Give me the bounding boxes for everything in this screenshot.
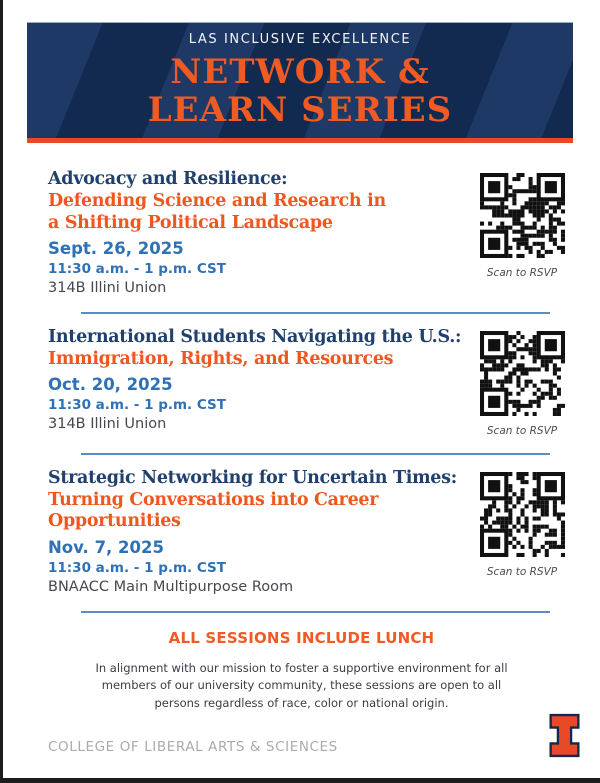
event-time: 11:30 a.m. - 1 p.m. CST bbox=[48, 260, 226, 277]
illinois-block-i-logo bbox=[548, 713, 581, 758]
rsvp-block bbox=[466, 173, 578, 279]
qr-code bbox=[480, 472, 565, 557]
event-title: International Students Navigating the U.S.: bbox=[48, 326, 462, 347]
mission-statement: In alignment with our mission to foster a supportive environment for all members of our university community, these sessions are open to all persons regardless of race, color or national origin. bbox=[95, 660, 508, 711]
event-title: Advocacy and Resilience: bbox=[48, 169, 288, 190]
event-location: BNAACC Main Multipurpose Room bbox=[48, 578, 294, 595]
event-date: Oct. 20, 2025 bbox=[48, 375, 173, 395]
event-details bbox=[48, 468, 466, 595]
college-wordmark: COLLEGE OF LIBERAL ARTS & SCIENCES bbox=[48, 739, 338, 755]
event-advocacy-resilience bbox=[48, 169, 578, 312]
qr-code bbox=[480, 331, 565, 416]
banner bbox=[27, 22, 573, 138]
event-time: 11:30 a.m. - 1 p.m. CST bbox=[48, 559, 226, 576]
qr-caption: Scan to RSVP bbox=[486, 267, 558, 280]
event-location: 314B Illini Union bbox=[48, 416, 167, 433]
event-date: Nov. 7, 2025 bbox=[48, 537, 164, 557]
rsvp-block bbox=[466, 331, 578, 437]
qr-caption: Scan to RSVP bbox=[486, 424, 558, 437]
event-time: 11:30 a.m. - 1 p.m. CST bbox=[48, 397, 226, 414]
event-subtitle: Turning Conversations into Career Opportunities bbox=[48, 489, 379, 532]
event-date: Sept. 26, 2025 bbox=[48, 238, 184, 258]
footer bbox=[3, 713, 600, 778]
events-list bbox=[3, 143, 600, 612]
event-international-students bbox=[48, 314, 578, 453]
banner-title bbox=[148, 53, 452, 129]
banner-title-line2: LEARN SERIES bbox=[147, 89, 453, 130]
qr-code bbox=[480, 173, 565, 258]
banner-title-line1: NETWORK & bbox=[170, 51, 430, 92]
rsvp-block bbox=[466, 472, 578, 578]
event-subtitle: Immigration, Rights, and Resources bbox=[48, 348, 394, 369]
event-details bbox=[48, 327, 466, 432]
event-subtitle: Defending Science and Research in a Shifting Political Landscape bbox=[48, 191, 386, 233]
qr-caption: Scan to RSVP bbox=[486, 565, 558, 578]
event-strategic-networking bbox=[48, 455, 578, 611]
event-title: Strategic Networking for Uncertain Times: bbox=[48, 467, 457, 488]
banner-eyebrow: LAS INCLUSIVE EXCELLENCE bbox=[188, 31, 412, 47]
lunch-banner: ALL SESSIONS INCLUDE LUNCH bbox=[168, 628, 435, 647]
event-details bbox=[48, 169, 466, 296]
event-location: 314B Illini Union bbox=[48, 279, 167, 296]
section-divider bbox=[81, 611, 550, 613]
